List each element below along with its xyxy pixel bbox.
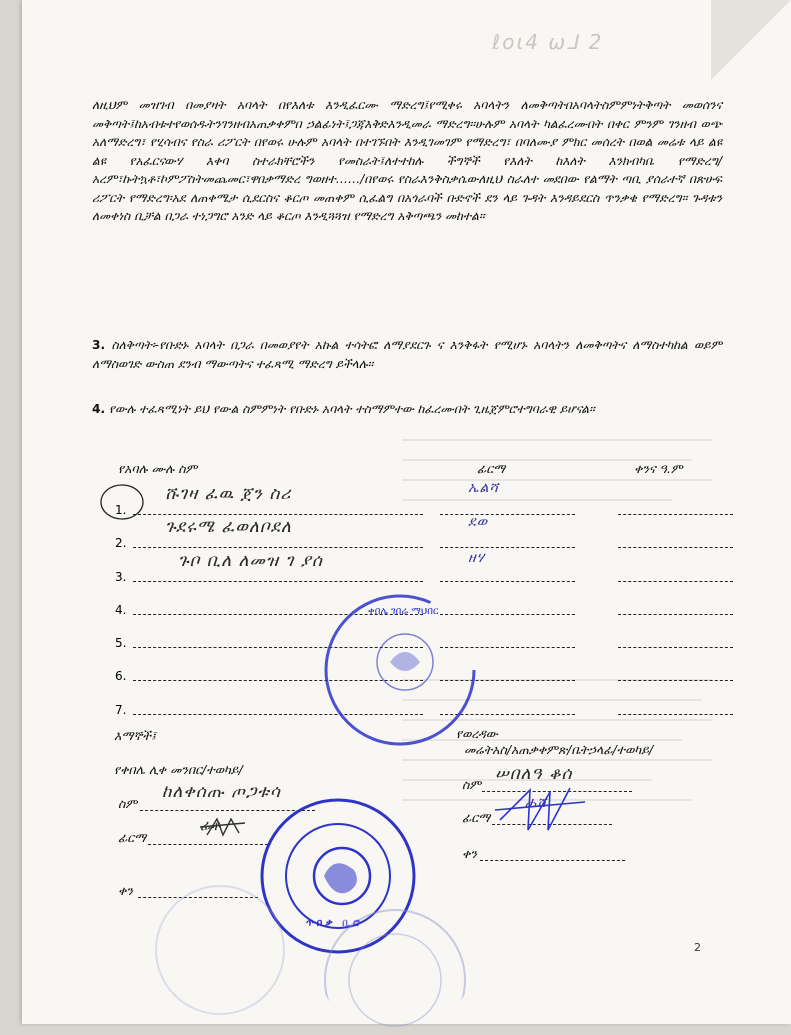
kebele-date-label: ቀን xyxy=(118,883,133,898)
contract-paragraph-1: ለዚህም መዝገብ በመያዛት አባላት በየእለቱ እንዲፈርሙ ማድረግ፤የሚቀሩ አባላትን ለመቅጣትበአባላትስምምነትቅጣት መወሰንና መቅጣት፤ከአብቱተየወሰዱትንገንዘብአጠቃቀምበ ኃልፊነት፤ጋጃእቅድእንዲመራ ማድረግ፡፡ሁሉም አባላት ካልፈረሙበት በቀር ምንም ገንዘብ ወጭ አለማድረግ፣ የሂሳብና የስራ ሪፖርት በየወሩ ሁሉም አባላት በተገኙበት እንዲገመገም የማድረግ፣ በባለሙያ ምክር መሰረት በወል መሬቱ ላይ ልዩ ልዩ የአፈርናውሃ እቀባ ስተራክቸሮችን የመስራት፤ለተተከሉ ችግኞች የእለት ከእለት እንክብካቤ የማድረግ/አረም፣ኩትኳቶ፣ኮምፖስትመጨመር፣ዋበቃማድረ ግወዘተ……/በየወሩ የስራእንቅስቃሴውለዚህ ስራለተ መደበው የልማት ጣቢ ያሰራተኛ በጽሁፍ ሪፖርት የማድረግ፡አደ ለጠቀሜታ ሲደርስና ቆርጦ መጠቀም ሲፈልግ በአጎራባች ቡድኖች ደን ላይ ጉዳት እንዳይደርስ ጥንቃቄ የማድረግ፡፡ ጉዳቱን ለመቀነስ ቢቻል በጋራ ተነጋግሮ አንድ ላይ ቆርጦ እንዲጓጓዝ የማድረግ አቅጣጫን መከተል፡፡ xyxy=(92,98,722,223)
page-fold xyxy=(711,0,791,80)
kebele-chair-title: የቀበሌ ሊቀ መንበር/ተወካይ/ xyxy=(114,762,243,777)
faint-handwriting-header: ℓoι4 ω⅃ 2 xyxy=(492,30,604,54)
page-number: 2 xyxy=(694,941,701,954)
member-2-name: ጉደሩሜ ፈወለቦደለ xyxy=(165,517,292,537)
member-number: 2. xyxy=(115,536,127,550)
header-signature: ፊርማ xyxy=(477,461,506,476)
member-1-name: ሹገዛ ፈዉ ጀን ስሪ xyxy=(165,484,292,504)
member-3-name: ጉቦ ቢለ ለመዝ ገ ያሰ xyxy=(178,551,323,571)
member-number: 6. xyxy=(115,669,127,683)
member-number: 3. xyxy=(115,570,127,584)
kebele-signature-scribble xyxy=(195,815,250,840)
faint-stamp-bottom xyxy=(320,905,470,1035)
header-date: ቀንና ዓ.ም xyxy=(634,461,683,476)
woreda-name-label: ስም xyxy=(462,777,482,792)
woreda-witness-name: ሠበለዓ ቆሰ xyxy=(495,764,573,784)
member-number: 1. xyxy=(115,503,127,517)
stamp-lower-text: ጥበቃ ቢሮ xyxy=(306,918,363,929)
kebele-signature-label: ፊርማ xyxy=(118,830,147,845)
section-4 xyxy=(92,400,722,419)
kebele-witness-name: ከለቀሰጡ ጦጋቱሳ xyxy=(162,782,281,802)
woreda-office-title: መሬትአስ/አጠቃቀምጽ/ቤትኃላፊ/ተወካይ/ xyxy=(464,742,654,757)
member-2-signature: ደወ xyxy=(468,514,489,530)
member-number: 5. xyxy=(115,636,127,650)
member-number: 4. xyxy=(115,603,127,617)
section-3-text: ስለቅጣት፡-የቡድኑ አባላት በጋራ በመወያየት አኩል ተሳትፎ ለማያደርጉ ና እንቅፋት የሚሆኑ አባላትን ለመቅጣትና ለማስተካከል ወይም ለማስወገድ ውስጠ ደንብ ማውጣትና ተፈጻሚ ማድረግ ይችላሉ፡፡ xyxy=(92,338,722,371)
woreda-witness-signature: ሐሸ xyxy=(525,795,547,811)
woreda-date-label: ቀን xyxy=(462,846,477,861)
woreda-label: የወረዳው xyxy=(456,726,498,741)
member-1-signature: ኤልሻ xyxy=(468,480,500,496)
faint-stamp-left xyxy=(150,880,290,1020)
section-4-text: የውሉ ተፈጻሚነት ይህ የውል ስምምነት የቡድኑ አባላት ተስማምተው ከፈረሙበት ጊዜጀምሮተግባራዊ ይሆናል፡፡ xyxy=(109,402,595,416)
kebele-name-label: ስም xyxy=(118,796,138,811)
witnesses-label: እማኞች፤ xyxy=(114,728,157,743)
kebele-witness-signature: ፊቶ xyxy=(200,818,222,834)
header-member-name: የአባሉ ሙሉ ስም xyxy=(118,461,198,476)
member-number: 7. xyxy=(115,703,127,717)
section-3-number: 3. xyxy=(92,338,106,352)
circled-number-mark xyxy=(98,480,148,524)
member-3-signature: ዘሃ xyxy=(468,550,486,566)
section-3 xyxy=(92,336,722,373)
section-4-number: 4. xyxy=(92,402,106,416)
stamp-upper-text: ቀበሌ ገበሬ ማህበር xyxy=(368,606,439,617)
woreda-signature-scribble xyxy=(490,780,590,840)
woreda-signature-label: ፊርማ xyxy=(462,810,491,825)
